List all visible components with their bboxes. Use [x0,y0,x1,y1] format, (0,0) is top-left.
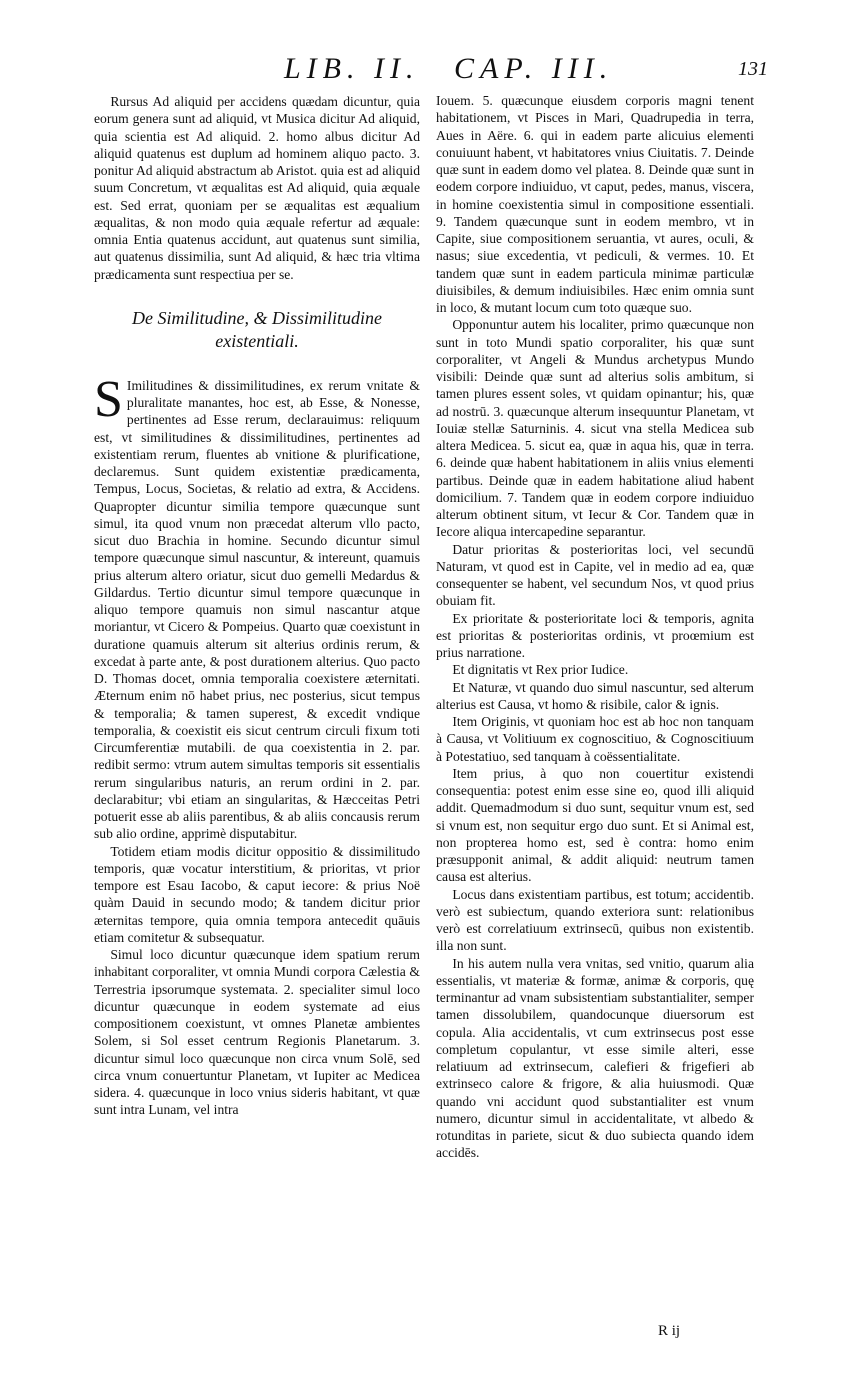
body-paragraph: Opponuntur autem his localiter, primo quæcunque non sunt in toto Mundi spatio corporaliter, his quæ sunt corporaliter, vt Angeli & Mundus archetypus Mundo visibili: Deinde quæ sunt ad alterius solis ambitum, si tamen plures essent soles, vt quidam opinantur; his, quæ ad nostrū. 3. quæcunque alterum insequuntur Planetam, vt Iouiæ stellæ Saturninis. 4. sicut vna stella Medicea sub altera Medicea. 5. sicut ea, quæ in aqua his, quæ in terra. 6. deinde quæ habent habitationem in aliis vnius elementi partibus. Deinde quæ in eadem habitatione aliud habent domicilium. 7. Tandem quæ in eodem corpore indiuiduo alterum obtinent situm, vt Iecur & Cor. Tandem quæ in Iecore aliqua intercapedine separantur. [436,317,754,540]
page-number: 131 [738,58,768,80]
drop-cap: S [94,370,123,428]
section-heading [94,307,420,353]
left-column [94,92,420,1119]
body-paragraph: Totidem etiam modis dicitur oppositio & dissimilitudo temporis, quæ vocatur interstitium, & prioritas, vt prior tempore est Esau Iacobo, & caput iecore: & prius Noë quàm Dauid in secundo modo; & tandem dicitur prior æternitas tempore, quia omnia tempora antecedit quāuis etiam comitetur & subsequatur. [94,843,420,945]
body-paragraph: Et dignitatis vt Rex prior Iudice. [452,662,629,678]
body-paragraph: Simul loco dicuntur quæcunque idem spatium rerum inhabitant corporaliter, vt omnia Mundi corpora Cælestia & Terrestria ipsorumque systemata. 2. specialiter simul loco dicuntur quæcunque in eodem systemate ad eius compositionem coexistunt, vt omnes Planetæ ambientes Solem, si Sol esset centrum Regionis Planetarum. 3. dicuntur simul loco quæcunque non circa vnum Solē, sed circa vnum conuertuntur Planetam, vt Iupiter ac Medicea sidera. 4. quæcunque in loco vnius sideris habitant, vt quæ sunt intra Lunam, vel intra [94,947,420,1118]
body-paragraph: Iouem. 5. quæcunque eiusdem corporis magni tenent habitationem, vt Pisces in Mari, Quadrupedia in terra, Aues in Aëre. 6. qui in eadem parte alicuius elementi conuiuunt habent, vt habitatores vnius Ciuitatis. 7. Deinde quæ sunt in eadem domo vel platea. 8. Deinde quæ sunt in eodem corpore indiuiduo, vt caput, pedes, manus, viscera, in homine coexistentia simul in compositione essentiali. 9. Tandem quæcunque sunt in eodem membro, vt in Capite, siue compositionem seruantia, vt aures, oculi, & nasus; siue excedentia, vt pediculi, & vermes. 10. Et tandem quæ sunt in eadem particula minimæ particulæ diuisibiles, & demum indiuisibiles. Hæc enim omnia sunt in loco, & mutant locum cum toto quæque suo. [436,93,754,315]
running-head-chapter: CAP. III. [454,52,614,85]
body-paragraph: Item prius, à quo non couertitur existendi consequentia: potest enim esse sine eo, quod illi aliquid addit. Quemadmodum si duo sunt, sequitur vnum est, sed si vnum est, non sequitur ergo duo sunt. Et si Animal est, non propterea homo est, sed è contra: homo enim præsupponit animal, & addit aliquid: neutrum tamen causa est alterius. [436,765,754,885]
right-column [436,92,754,1162]
section-title-line1: De Similitudine, & Dissimilitudine [132,307,382,328]
body-paragraph: Ex prioritate & posterioritate loci & temporis, agnita est prioritas & posterioritas ordinis, vt proœmium est prius narratione. [436,610,754,660]
body-paragraph [94,370,420,843]
section-title-line2: existentiali. [215,330,299,351]
body-paragraph: In his autem nulla vera vnitas, sed vnitio, quarum alia essentialis, vt materiæ & formæ, animæ & corporis, quę terminantur ad vnam subsistentiam substantialiter, semper tamen dissolubilem, quandocunque diuersorum est copula. Alia accidentalis, vt cum extrinsecus post esse completum copulantur, vt esse simile alteri, esse relatiuum ad extrinsecum, calefieri & frigefieri ab extrinseco calore & frigore, & alia huiusmodi. Quæ quando vni accidunt quod substantialiter est vnum numero, dicuntur simul in accidentalitate, vt albedo & rotunditas in pariete, sicut & duo subiecta quando idem accidēs. [436,955,754,1161]
body-paragraph: Locus dans existentiam partibus, est totum; accidentib. verò est subiectum, quando exteriora sunt: relationibus verò est correlatiuum extrinsecū, quibus non existentib. illa non sunt. [436,886,754,954]
signature-mark: R ij [658,1323,681,1339]
body-paragraph: Datur prioritas & posterioritas loci, vel secundū Naturam, vt quod est in Capite, vel in medio ad ea, quæ consequenter se habent, vel secundum Nos, vt quod prius obuiam fit. [436,541,754,609]
body-paragraph: Item Originis, vt quoniam hoc est ab hoc non tanquam à Causa, vt Volitiuum ex cognoscitiuo, & Cognoscitiuum à Potestatiuo, sed tanquam à coëssentialitate. [436,714,754,764]
running-head-book: LIB. II. [284,52,420,85]
paragraph-text: Imilitudines & dissimilitudines, ex rerum vnitate & pluralitate manantes, hoc est, ab Esse, & Nonesse, pertinentes ad Esse rerum, declarauimus: reliquum est, vt similitudines & dissimilitudines, pertinentes ad existentiam rerum, fluentes ab vnitione & plurificatione, declaremus. Sunt quidem existentiæ prædicamenta, Tempus, Locus, Societas, & relatio ad extra, & Accidens. Quapropter dicuntur similia tempore quæcunque sunt simul, ita quod vnum non præcedat alterum vllo pacto, sicut duo Brachia in homine. Secundo dicuntur simul tempore quæcunque simul nascuntur, & intereunt, quamuis prius alterum altero oriatur, sicut duo gemelli Medardus & Gildardus. Tertio dicuntur simul tempore quæcunque in aliquo tempore quamuis non simul nascantur atque moriantur, vt Cicero & Pompeius. Quarto quæ coexistunt in duratione quamuis alterum sit alterius ordinis rerum, & excedat à parte ante, & post durationem alterius. Quo pacto D. Thomas docet, omnia temporalia coexistere æternitati. Æternum enim nō habet prius, nec posterius, sicut tempus & temporalia; & tamen superest, & excedit vndique temporalia, & coexistit eis sicut centrum circuli fixum toti Circumferentiæ mutabili. de qua coexistentia in 2. par. redibit sermo: vtrum autem simultas temporis sit essentialis rerum singularibus naturis, an rerum ordini in 2. par. declarabitur; vbi etiam an singularitas, & Hæcceitas Petri potuerit esse ab aliis parentibus, & ab aliis concausis rerum sub alio ordine, apprimè disputabitur. [94,377,420,842]
body-paragraph: Et Naturæ, vt quando duo simul nascuntur, sed alterum alterius est Causa, vt homo & risibile, calor & ignis. [436,679,754,712]
intro-paragraph: Rursus Ad aliquid per accidens quædam dicuntur, quia eorum genera sunt ad aliquid, vt Musica dicitur Ad aliquid, quia scientia est Ad aliquid. 2. homo albus dicitur Ad aliquid quatenus est duplum ad hominem aliquo pacto. 3. ponitur Ad aliquid abstractum ab Aristot. quia est ad aliquid suum Concretum, vt æqualitas est Ad aliquid, quia æquale est. Sed errat, quoniam per se æqualitas est æqualium æqualitas, & non modo quia æquale refertur ad æquale: omnia Entia quatenus accidunt, aut quatenus sunt similia, aut quatenus dissimilia, sunt Ad aliquid, & hæc tria vltima prædicamenta sunt respectiua per se. [94,94,420,282]
